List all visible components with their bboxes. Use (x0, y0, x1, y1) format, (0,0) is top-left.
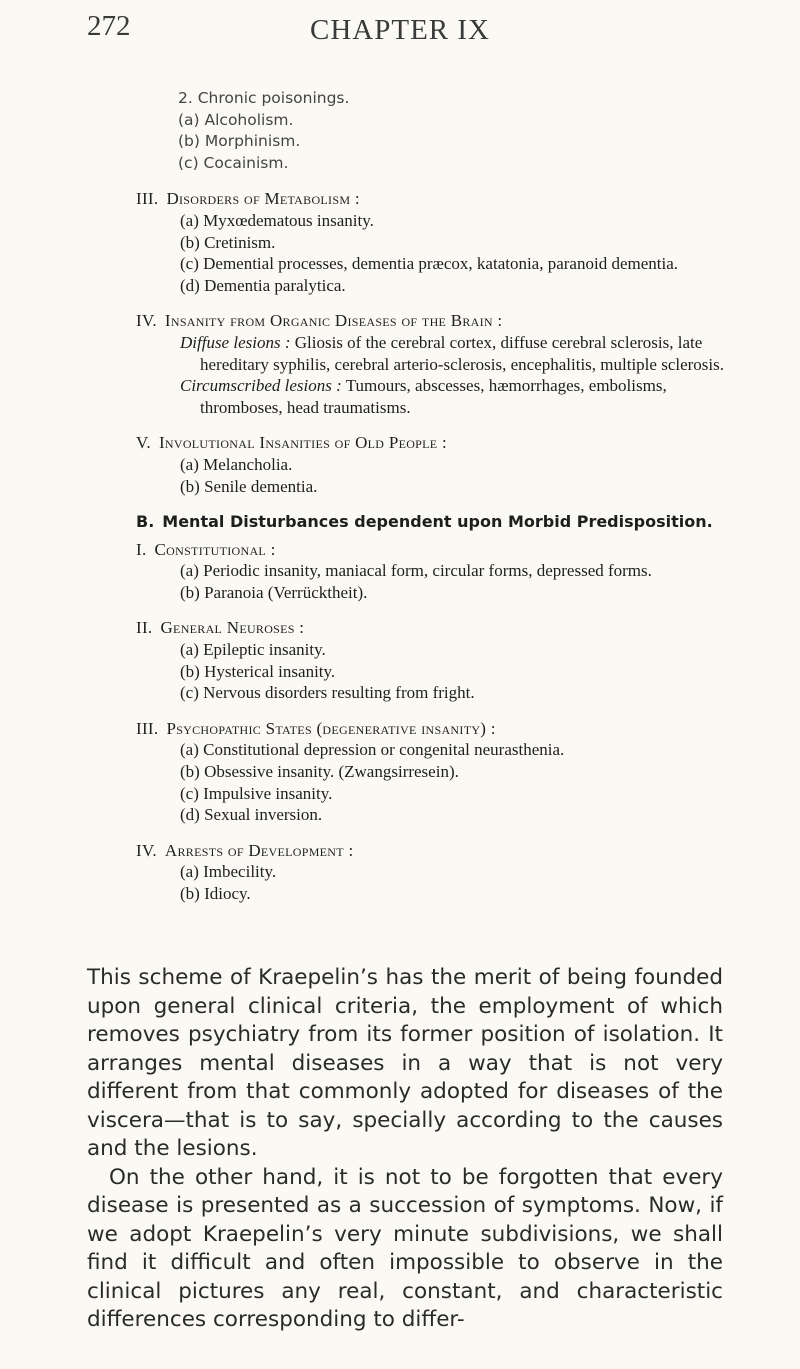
section-title: II. General Neuroses : (136, 618, 305, 638)
list-item: (c) Demential processes, dementia præcox, katatonia, paranoid dementia. (180, 254, 679, 274)
list-item: (a) Epileptic insanity. (180, 640, 326, 660)
list-item: (b) Obsessive insanity. (Zwangsirresein). (180, 762, 459, 782)
list-item: (d) Dementia paralytica. (180, 275, 346, 295)
list-item: (c) Nervous disorders resulting from fright. (180, 683, 475, 703)
list-item: (c) Cocainism. (178, 153, 289, 172)
group-label: Circumscribed lesions : (180, 376, 342, 396)
section-title: III. Psychopathic States (degenerative insanity) : (136, 718, 496, 738)
list-item: (a) Imbecility. (180, 862, 277, 882)
list-item: (b) Cretinism. (180, 232, 276, 252)
section-chronic-poisonings (178, 88, 788, 174)
group-text: Tumours, abscesses, hæmorrhages, embolisms, thromboses, head traumatisms. (200, 376, 667, 417)
section-constitutional (136, 539, 746, 604)
section-title: IV. Insanity from Organic Diseases of the Brain : (136, 311, 503, 331)
running-header (0, 6, 800, 62)
chapter-title: CHAPTER IX (310, 14, 490, 46)
list-item: (b) Paranoia (Verrücktheit). (180, 582, 368, 602)
part-b-heading: B. Mental Disturbances dependent upon Morbid Predisposition. (136, 512, 713, 532)
lesion-group (136, 375, 746, 418)
section-metabolism (136, 188, 746, 296)
section-title: 2. Chronic poisonings. (178, 89, 350, 107)
group-label: Diffuse lesions : (180, 332, 291, 352)
section-psychopathic-states (136, 718, 746, 826)
section-title: IV. Arrests of Development : (136, 840, 354, 860)
list-item: (d) Sexual inversion. (180, 805, 323, 825)
paragraph: This scheme of Kraepelin’s has the merit of being founded upon general clinical criteria, the employment of which removes psychiatry from its former position of isolation. It arranges mental diseases in a way that is not very different from that commonly adopted for diseases of the viscera—that is to say, specially according to the causes and the lesions. (87, 965, 723, 1161)
body-text (87, 964, 723, 1335)
section-title: V. Involutional Insanities of Old People : (136, 433, 447, 453)
section-title: I. Constitutional : (136, 539, 276, 559)
paragraph: On the other hand, it is not to be forgotten that every disease is presented as a succession of symptoms. Now, if we adopt Kraepelin’s very minute subdivisions, we shall find it difficult and often impossible to observe in the clinical pictures any real, constant, and characteristic differences corresponding to differ- (87, 1164, 723, 1332)
list-item: (b) Hysterical insanity. (180, 661, 336, 681)
section-general-neuroses (136, 617, 746, 703)
list-item: (b) Morphinism. (178, 132, 301, 151)
list-item: (a) Alcoholism. (178, 110, 294, 129)
page-number: 272 (87, 10, 131, 42)
list-item: (c) Impulsive insanity. (180, 783, 333, 803)
list-item: (a) Periodic insanity, maniacal form, circular forms, depressed forms. (180, 561, 652, 581)
section-arrests-of-development (136, 840, 746, 905)
classification-outline (0, 88, 800, 919)
list-item: (a) Melancholia. (180, 454, 293, 474)
section-title: III. Disorders of Metabolism : (136, 189, 360, 209)
list-item: (b) Idiocy. (180, 884, 251, 903)
list-item: (a) Myxœdematous insanity. (180, 210, 374, 230)
lesion-group (136, 332, 746, 375)
section-organic-diseases (136, 310, 746, 418)
section-involutional (136, 432, 746, 497)
list-item: (b) Senile dementia. (180, 476, 318, 496)
group-text: Gliosis of the cerebral cortex, diffuse cerebral sclerosis, late hereditary syphilis, cerebral arterio-sclerosis, encephalitis, multiple sclerosis. (200, 332, 724, 374)
list-item: (a) Constitutional depression or congenital neurasthenia. (180, 740, 565, 760)
